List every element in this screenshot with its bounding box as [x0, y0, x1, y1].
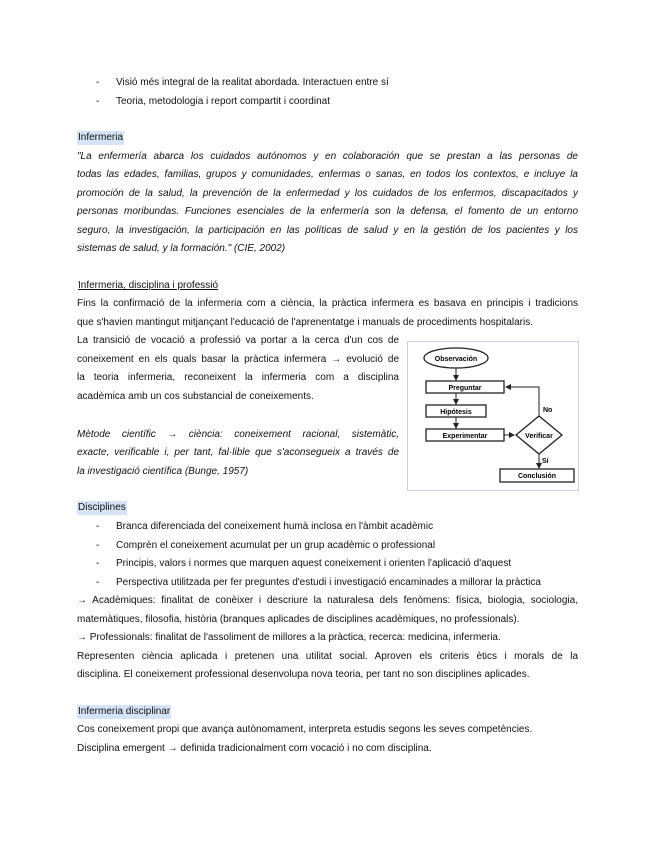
paragraph-line: la teoria infermeria, reconeixent la infermeria com a disciplina: [77, 372, 399, 383]
paragraph-line: matemàtiques, filosofia, història (branques aplicades de disciplines acadèmiques, no professionals).: [77, 614, 520, 625]
quote-line: "La enfermería abarca los cuidados autónomos y en colaboración que se prestan a las personas de: [77, 151, 578, 162]
quote-line: sistemas de salud, y la formación." (CIE, 2002): [77, 243, 286, 254]
verificar-label: Verificar: [525, 433, 553, 440]
paragraph-line: Cos coneixement propi que avança autònomament, interpreta estudis segons les seves competències.: [77, 724, 533, 735]
section-heading-infermeria: Infermeria: [78, 132, 124, 143]
method-line: Mètode científic → ciència: coneixement racional, sistemàtic,: [77, 429, 399, 440]
section-heading-disciplinar: Infermeria disciplinar: [78, 706, 171, 717]
bullet-item: - Perspectiva utilitzada per fer preguntes d'estudi i investigació encaminades a millorar la pràctica: [96, 577, 541, 588]
experimentar-label: Experimentar: [442, 433, 488, 440]
bullet-item: - Principis, valors i normes que marquen aquest coneixement i orienten l'aplicació d'aquest: [96, 558, 512, 569]
quote-line: seguro, la investigación, la participación en las políticas de salud y en la gestión de los pacientes y los: [77, 225, 578, 236]
paragraph-line: disciplina. El coneixement professional desenvolupa nova teoria, per tant no son disciplines aplicades.: [77, 669, 530, 680]
bullet-item: - Comprèn el coneixement acumulat per un grup acadèmic o professional: [96, 540, 436, 551]
conclusion-label: Conclusión: [517, 473, 557, 480]
no-label: No: [543, 407, 553, 414]
paragraph-line: Disciplina emergent → definida tradicionalment com vocació i no com disciplina.: [77, 743, 432, 754]
section-heading-professio: Infermeria, disciplina i professió: [78, 280, 219, 291]
observacion-label: Observación: [434, 356, 478, 363]
quote-line: personas moribundas. Funciones esenciales de la enfermería son la defensa, el fomento de un entorno: [77, 206, 578, 217]
paragraph-line: coneixement en els quals basar la pràctica infermera → evolució de: [77, 354, 399, 365]
paragraph-line: La transició de vocació a professió va portar a la cerca d'un cos de: [77, 335, 399, 346]
preguntar-label: Preguntar: [448, 385, 482, 392]
paragraph-line: → Acadèmiques: finalitat de conèixer i descriure la naturalesa dels fenòmens: física, biologia, sociologia,: [77, 595, 578, 606]
section-heading-disciplines: Disciplines: [78, 502, 126, 513]
method-line: exacte, verificable i, per tant, fal·lible que s'aconsegueix a través de: [77, 447, 399, 458]
quote-line: todas las edades, familias, grupos y comunidades, enfermas o sanas, en todos los contextos, e incluye la: [77, 169, 578, 180]
hipotesis-label: Hipótesis: [440, 409, 472, 416]
paragraph-line: → Professionals: finalitat de l'assoliment de millores a la pràctica, recerca: medicina, infermeria.: [77, 632, 501, 643]
si-label: Sí: [542, 458, 549, 465]
quote-line: promoción de la salud, la prevención de la enfermedad y los cuidados de los enfermos, discapacitados y: [77, 188, 578, 199]
bullet-item: - Visió més integral de la realitat abordada. Interactuen entre sí: [96, 77, 389, 88]
method-line: la investigació científica (Bunge, 1957): [77, 466, 249, 477]
paragraph-line: Fins la confirmació de la infermeria com a ciència, la pràctica infermera es basava en principis i tradicions: [77, 298, 578, 309]
scientific-method-flowchart: [407, 341, 579, 491]
bullet-item: - Branca diferenciada del coneixement humà inclosa en l'àmbit acadèmic: [96, 521, 434, 532]
bullet-item: - Teoria, metodologia i report compartit i coordinat: [96, 96, 330, 107]
paragraph-line: que s'havien mantingut mitjançant l'educació de l'aprenentatge i manuals de procediments hospitalaris.: [77, 317, 534, 328]
paragraph-line: acadèmica amb un cos substancial de coneixements.: [77, 391, 314, 402]
paragraph-line: Representen ciència aplicada i pretenen una utilitat social. Aproven els criteris ètics i morals de la: [77, 651, 578, 662]
